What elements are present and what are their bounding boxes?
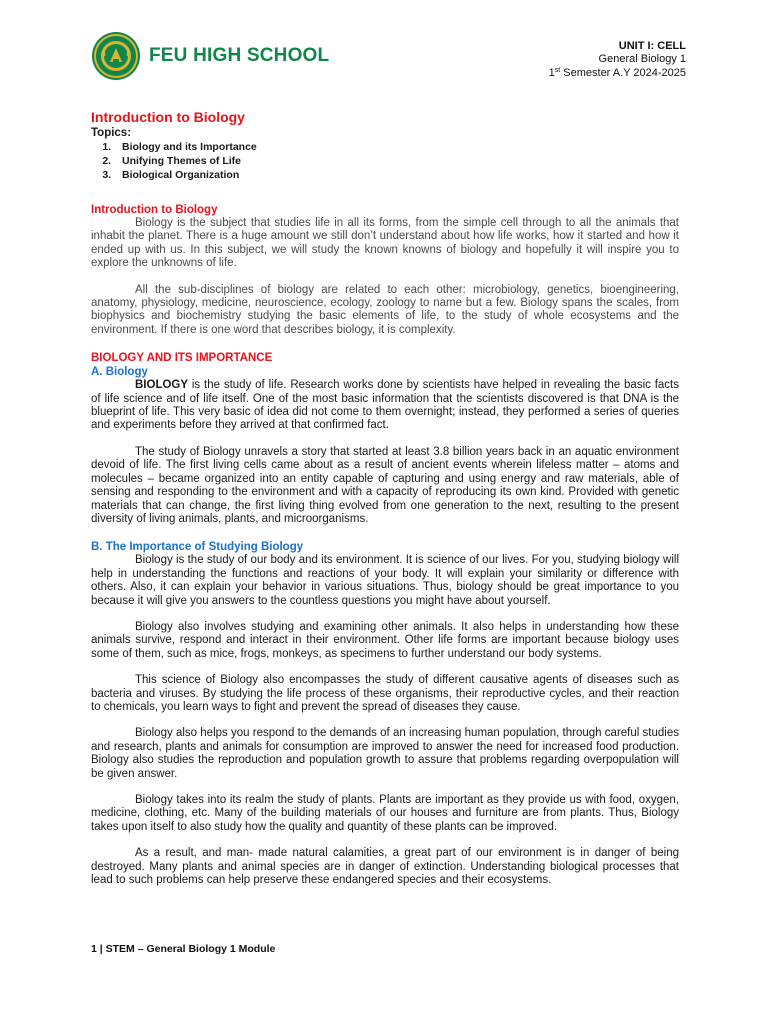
unit-label: UNIT I: CELL — [618, 40, 686, 52]
biology-keyword: BIOLOGY — [135, 379, 189, 392]
semester-superscript: st — [554, 67, 561, 74]
biology-subheading: A. Biology — [91, 366, 148, 379]
importance-paragraph-4: Biology also helps you respond to the demands of an increasing human population, through careful studies and research, plants and animals for consumption are improved to answer the need for increased food production. Biology also studies the reproduction and population growth to assure that problems regarding overpopulation will be given answer. — [91, 727, 679, 780]
biology-paragraph-1-text: is the study of life. Research works done by scientists have helped in revealing the basic facts of life science and of life itself. One of the most basic information that the scientists discovered is that DNA is the blueprint of life. This very basic of idea did not come to them overnight; instead, they performed a series of queries and experiments before they arrived at that confirmed fact. — [91, 379, 679, 432]
biology-paragraph-1 — [91, 379, 679, 433]
intro-heading: Introduction to Biology — [91, 204, 218, 216]
semester-number: 1 — [548, 67, 555, 79]
semester-label — [549, 65, 686, 80]
importance-paragraph-6: As a result, and man- made natural calamities, a great part of our environment is in danger of being destroyed. Many plants and animal species are in danger of extinction. Understanding biological processes that lead to such problems can help preserve these endangered species and their ecosystems. — [91, 847, 679, 887]
course-label: General Biology 1 — [598, 52, 686, 65]
topic-item: 3. Biological Organization — [114, 168, 679, 182]
feu-seal-icon — [91, 31, 141, 81]
unit-header — [549, 40, 686, 80]
importance-paragraph-5: Biology takes into its realm the study of plants. Plants are important as they provide us with food, oxygen, medicine, clothing, etc. Many of the building materials of our houses and furniture are from plants. Thus, Biology takes upon itself to also study how the quality and quantity of these plants can be improved. — [91, 794, 679, 833]
intro-paragraph-1: Biology is the subject that studies life in all its forms, from the simple cell through to all the animals that inhabit the planet. There is a huge amount we still don’t understand about how life works, how it started and how it ended up with us. In this subject, we will study the known knowns of biology and hopefully it will inspire you to explore the unknowns of life. — [91, 217, 679, 270]
topics-label: Topics: — [91, 127, 132, 139]
intro-paragraph-2: All the sub-disciplines of biology are related to each other: microbiology, genetics, bioengineering, anatomy, physiology, medicine, neuroscience, ecology, zoology to name but a few. Biology spans the scales, from biophysics and biochemistry studying the basic elements of life, to the study of whole ecosystems and the environment. If there is one word that describes biology, it is complexity. — [91, 283, 679, 336]
importance-subheading: B. The Importance of Studying Biology — [91, 541, 304, 554]
biology-paragraph-2: The study of Biology unravels a story that started at least 3.8 billion years back in an aquatic environment devoid of life. The first living cells came about as a result of ancient events wherein lifeless matter – atoms and molecules – became organized into an entity capable of capturing and using energy and raw materials, able of sensing and responding to the environment and with a capacity of reproducing its own kind. Provided with genetic materials that can change, the first living thing evolved from one generation to the next, resulting to the present diversity of living animals, plants, and microorganisms. — [91, 445, 679, 525]
topic-item: 2. Unifying Themes of Life — [114, 154, 679, 168]
topic-item: 1. Biology and its Importance — [114, 140, 679, 154]
semester-text: Semester A.Y 2024-2025 — [560, 67, 686, 79]
importance-paragraph-1: Biology is the study of our body and its environment. It is science of our lives. For you, studying biology will help in understanding the functions and reactions of your body. It will explain your similarity or difference with others. Also, it can explain your behavior in various situations. Thus, biology should be great importance to you because it will give you answers to the countless questions you might have about yourself. — [91, 554, 679, 607]
topics-list — [91, 140, 679, 182]
school-name: FEU HIGH SCHOOL — [149, 45, 330, 66]
importance-paragraph-2: Biology also involves studying and examining other animals. It also helps in understanding how these animals survive, respond and interact in their environment. Other life forms are important because biology uses some of them, such as mice, frogs, monkeys, as specimens to further understand our body systems. — [91, 620, 679, 660]
school-logo — [91, 31, 329, 81]
page-footer: 1 | STEM – General Biology 1 Module — [91, 943, 276, 955]
page-title: Introduction to Biology — [91, 109, 245, 125]
importance-paragraph-3: This science of Biology also encompasses the study of different causative agents of diseases such as bacteria and viruses. By studying the life process of these organisms, their reproductive cycles, and their reaction to chemicals, you learn ways to fight and prevent the spread of diseases they cause. — [91, 674, 679, 713]
module-content — [91, 109, 679, 887]
importance-heading: BIOLOGY AND ITS IMPORTANCE — [91, 352, 273, 365]
